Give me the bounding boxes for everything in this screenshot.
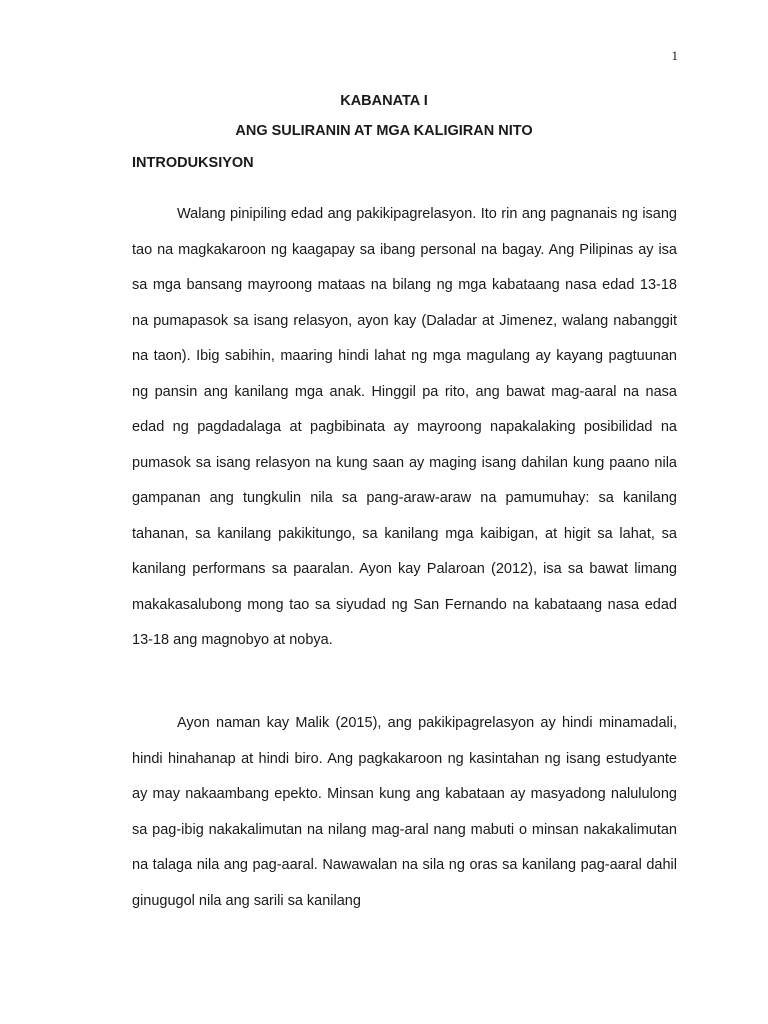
chapter-title: ANG SULIRANIN AT MGA KALIGIRAN NITO xyxy=(235,123,533,139)
page-number: 1 xyxy=(671,48,678,63)
paragraph: Ayon naman kay Malik (2015), ang pakikipagrelasyon ay hindi minamadali, hindi hinahanap at hindi biro. Ang pagkakaroon ng kasintahan ng isang estudyante ay may nakaambang epekto. Minsan kung ang kabataan ay masyadong nalululong sa pag-ibig nakakalimutan na nilang mag-aral nang mabuti o minsan nakakalimutan na talaga nila ang pag-aaral. Nawawalan na sila ng oras sa kanilang pag-aaral dahil ginugugol nila ang sarili sa kanilang xyxy=(132,715,677,909)
chapter-label: KABANATA I xyxy=(340,93,428,109)
section-heading: INTRODUKSIYON xyxy=(132,155,254,171)
paragraph: Walang pinipiling edad ang pakikipagrelasyon. Ito rin ang pagnanais ng isang tao na magkakaroon ng kaagapay sa ibang personal na bagay. Ang Pilipinas ay isa sa mga bansang mayroong mataas na bilang ng mga kabataang nasa edad 13-18 na pumapasok sa isang relasyon, ayon kay (Daladar at Jimenez, walang nabanggit na taon). Ibig sabihin, maaring hindi lahat ng mga magulang ay kayang pagtuunan ng pansin ang kanilang mga anak. Hinggil pa rito, ang bawat mag-aaral na nasa edad ng pagdadalaga at pagbibinata ay mayroong napakalaking posibilidad na pumasok sa isang relasyon na kung saan ay maging isang dahilan kung paano nila gampanan ang tungkulin nila sa pang-araw-araw na pamumuhay: sa kanilang tahanan, sa kanilang pakikitungo, sa kanilang mga kaibigan, at higit sa lahat, sa kanilang performans sa paaralan. Ayon kay Palaroan (2012), isa sa bawat limang makakasalubong mong tao sa siyudad ng San Fernando na kabataang nasa edad 13-18 ang magnobyo at nobya. xyxy=(132,206,677,648)
